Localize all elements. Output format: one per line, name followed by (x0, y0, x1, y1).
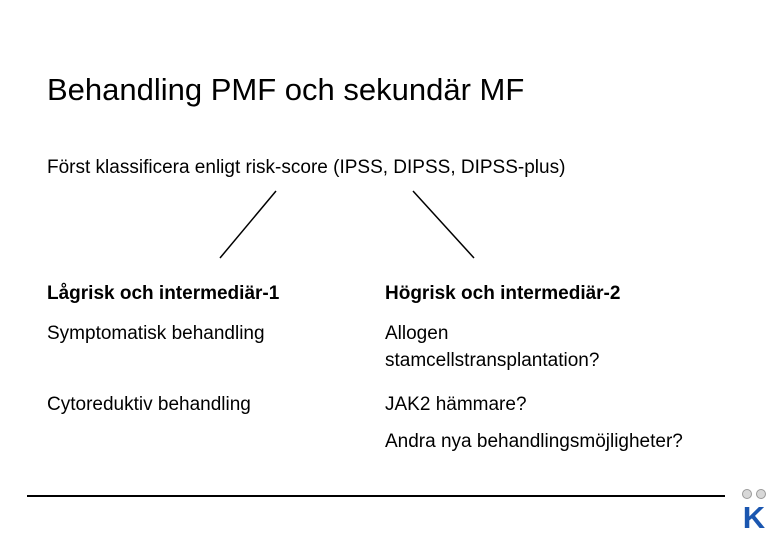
branch-line-left (220, 191, 276, 258)
right-item-new-options: Andra nya behandlingsmöjligheter? (385, 431, 683, 452)
branch-line-right (413, 191, 474, 258)
right-column-heading: Högrisk och intermediär-2 (385, 283, 621, 304)
left-item-cytoreductive: Cytoreduktiv behandling (47, 394, 251, 415)
footer-divider (27, 495, 725, 497)
left-item-symptomatic: Symptomatisk behandling (47, 323, 265, 344)
left-column-heading: Lågrisk och intermediär-1 (47, 283, 280, 304)
slide-title: Behandling PMF och sekundär MF (47, 72, 525, 107)
logo-letter: K (742, 500, 766, 531)
karolinska-logo (738, 487, 770, 531)
right-item-allogen: Allogen stamcellstransplantation? (385, 323, 600, 371)
slide-subtitle: Först klassificera enligt risk-score (IPSS, DIPSS, DIPSS-plus) (47, 157, 566, 178)
right-item-jak2: JAK2 hämmare? (385, 394, 527, 415)
